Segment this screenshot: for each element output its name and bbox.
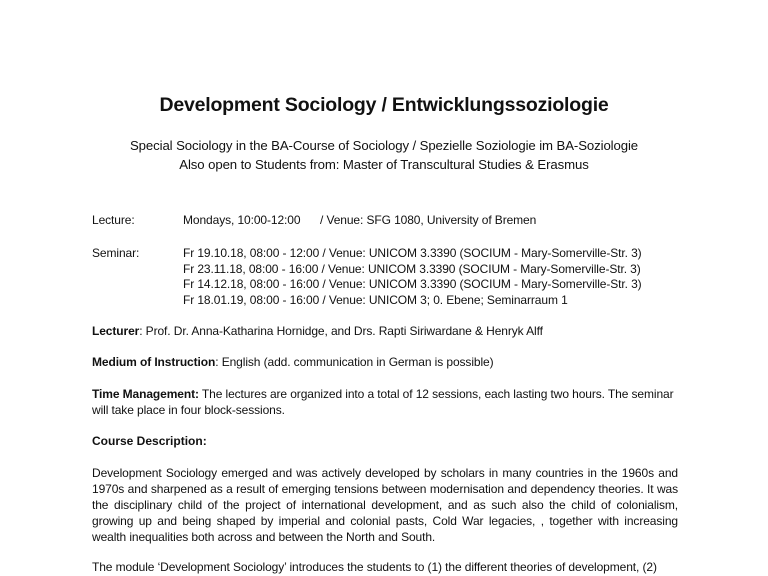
document-title: Development Sociology / Entwicklungssoziologie [159,94,609,116]
medium-line [92,355,494,369]
seminar-label: Seminar: [92,246,140,260]
seminar-session: Fr 18.01.19, 08:00 - 16:00 / Venue: UNICOM 3; 0. Ebene; Seminarraum 1 [183,293,568,307]
seminar-session: Fr 23.11.18, 08:00 - 16:00 / Venue: UNICOM 3.3390 (SOCIUM - Mary-Somerville-Str. 3) [183,262,641,276]
time-management-paragraph [92,386,678,418]
lecture-time: Mondays, 10:00-12:00 [183,213,301,227]
lecturer-line [92,324,543,338]
medium-text: : English (add. communication in German is possible) [215,355,494,369]
subtitle-line-2: Also open to Students from: Master of Transcultural Studies & Erasmus [179,157,589,172]
subtitle-line-1: Special Sociology in the BA-Course of Sociology / Spezielle Soziologie im BA-Soziologie [129,138,639,153]
medium-label: Medium of Instruction [92,355,216,369]
seminar-session: Fr 14.12.18, 08:00 - 16:00 / Venue: UNICOM 3.3390 (SOCIUM - Mary-Somerville-Str. 3) [183,277,642,291]
time-management-text: The lectures are organized into a total of 12 sessions, each lasting two hours. The seminar will take place in four block-sessions. [92,387,674,417]
lecture-venue: / Venue: SFG 1080, University of Bremen [320,213,537,227]
lecture-label: Lecture: [92,213,135,227]
lecturer-label: Lecturer [92,324,140,338]
course-description-paragraph-2: The module ‘Development Sociology’ introduces the students to (1) the different theories of development, (2) [92,560,657,574]
lecturer-text: : Prof. Dr. Anna-Katharina Hornidge, and Drs. Rapti Siriwardane & Henryk Alff [139,324,543,338]
seminar-session: Fr 19.10.18, 08:00 - 12:00 / Venue: UNICOM 3.3390 (SOCIUM - Mary-Somerville-Str. 3) [183,246,642,260]
course-description-heading: Course Description: [92,434,207,448]
time-management-label: Time Management: [92,387,199,401]
course-description-paragraph-1: Development Sociology emerged and was actively developed by scholars in many countries in the 1960s and 1970s and sharpened as a result of emerging tensions between modernisation and dependency theories. It was the disciplinary child of the project of international development, and as such also the child of colonialism, growing up and being shaped by imperial and colonial pasts, Cold War legacies, , together with increasing wealth inequalities both across and between the North and South. [92,466,678,544]
